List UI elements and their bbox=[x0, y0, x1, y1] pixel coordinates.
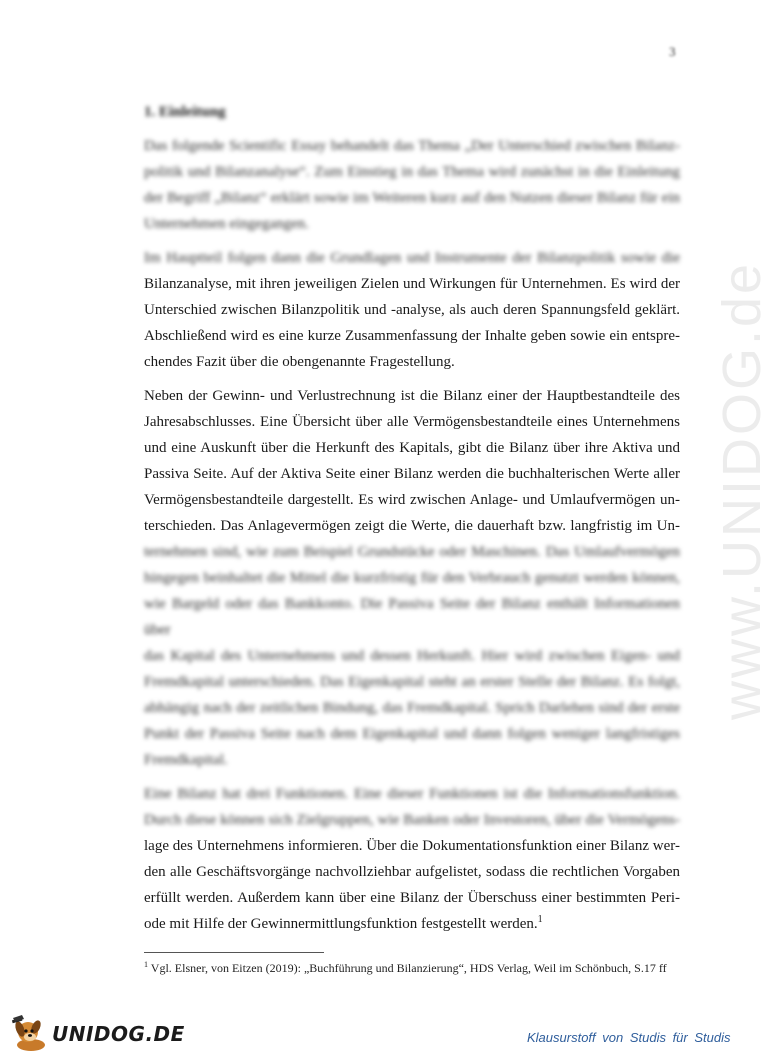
text-line: Passiva Seite. Auf der Aktiva Seite einer Bilanz werden die buchhalterischen Werte aller bbox=[144, 466, 680, 482]
text-line: erfüllt werden. Außerdem kann über eine Bilanz der Überschuss einer bestimmten Peri- bbox=[144, 890, 680, 906]
text-line: Abschließend wird es eine kurze Zusammenfassung der Inhalte geben sowie ein entspre- bbox=[144, 328, 680, 344]
text-line: lage des Unternehmens informieren. Über die Dokumentationsfunktion einer Bilanz wer- bbox=[144, 838, 680, 854]
text-line: Im Hauptteil folgen dann die Grundlagen und Instrumente der Bilanzpolitik sowie die bbox=[144, 250, 680, 266]
unidog-logo[interactable] bbox=[10, 1014, 185, 1054]
paragraph bbox=[144, 781, 680, 937]
text-line: den alle Geschäftsvorgänge nachvollziehbar aufgelistet, sodass die rechtlichen Vorgaben bbox=[144, 864, 680, 880]
text-line: abhängig nach der zeitlichen Bindung, das Fremdkapital. Sprich Darlehen sind der erste bbox=[144, 700, 680, 716]
paragraph bbox=[144, 245, 680, 375]
footnote-text: Vgl. Elsner, von Eitzen (2019): „Buchführung und Bilanzierung“, HDS Verlag, Weil im Schönbuch, S.17 ff bbox=[150, 961, 667, 975]
text-line: Jahresabschlusses. Eine Übersicht über alle Vermögensbestandteile eines Unternehmens bbox=[144, 414, 680, 430]
page-number: 3 bbox=[669, 44, 676, 59]
footer-slogan: Klausurstoff von Studis für Studis bbox=[527, 1030, 731, 1045]
document-body bbox=[144, 104, 680, 945]
footnote-divider bbox=[144, 952, 324, 953]
text-line: Neben der Gewinn- und Verlustrechnung ist die Bilanz einer der Hauptbestandteile des bbox=[144, 388, 680, 404]
section-heading: 1. Einleitung bbox=[144, 104, 226, 120]
text-line: terschieden. Das Anlagevermögen zeigt die Werte, die dauerhaft bzw. langfristig im Un- bbox=[144, 518, 680, 534]
text-line: chendes Fazit über die obengenannte Fragestellung. bbox=[144, 354, 455, 370]
footnote bbox=[144, 960, 684, 976]
text-line: Unterschied zwischen Bilanzpolitik und -analyse, als auch deren Spannungsfeld geklärt. bbox=[144, 302, 680, 318]
text-line: hingegen beinhaltet die Mittel die kurzfristig für den Verbrauch genutzt werden können, bbox=[144, 570, 680, 586]
text-line: Punkt der Passiva Seite nach dem Eigenkapital und dann folgen weniger langfristiges bbox=[144, 726, 680, 742]
paragraph bbox=[144, 383, 680, 773]
text-line: ternehmen sind, wie zum Beispiel Grundstücke oder Maschinen. Das Umlaufvermögen bbox=[144, 544, 680, 560]
text-line: und eine Auskunft über die Herkunft des Kapitals, gibt die Bilanz über ihre Aktiva und bbox=[144, 440, 680, 456]
text-line: ode mit Hilfe der Gewinnermittlungsfunktion festgestellt werden. bbox=[144, 916, 538, 932]
text-line: wie Bargeld oder das Bankkonto. Die Passiva Seite der Bilanz enthält Informationen über bbox=[144, 596, 680, 638]
paragraph bbox=[144, 133, 680, 237]
footnote-mark: 1 bbox=[144, 960, 148, 969]
text-line: Fremdkapital unterschieden. Das Eigenkapital steht an erster Stelle der Bilanz. Es folgt, bbox=[144, 674, 680, 690]
text-line: Unternehmen eingegangen. bbox=[144, 216, 309, 232]
paragraphs bbox=[144, 133, 680, 937]
watermark: www.UNIDOG.de bbox=[712, 260, 772, 720]
text-line: Vermögensbestandteile dargestellt. Es wird zwischen Anlage- und Umlaufvermögen un- bbox=[144, 492, 680, 508]
text-line: Bilanzanalyse, mit ihren jeweiligen Zielen und Wirkungen für Unternehmen. Es wird der bbox=[144, 276, 680, 292]
text-line: Das folgende Scientific Essay behandelt das Thema „Der Unterschied zwischen Bilanz- bbox=[144, 138, 680, 154]
text-line: Eine Bilanz hat drei Funktionen. Eine dieser Funktionen ist die Informationsfunktion. bbox=[144, 786, 680, 802]
dog-mascot-icon bbox=[10, 1015, 52, 1053]
footnote-reference[interactable]: 1 bbox=[537, 914, 543, 925]
text-line: Durch diese können sich Zielgruppen, wie Banken oder Investoren, über die Vermögens- bbox=[144, 812, 680, 828]
text-line: politik und Bilanzanalyse“. Zum Einstieg in das Thema wird zunächst in die Einleitung bbox=[144, 164, 680, 180]
text-line: das Kapital des Unternehmens und dessen Herkunft. Hier wird zwischen Eigen- und bbox=[144, 648, 680, 664]
text-line: der Begriff „Bilanz“ erklärt sowie im Weiteren kurz auf den Nutzen dieser Bilanz für ein bbox=[144, 190, 680, 206]
logo-text: UNIDOG.DE bbox=[52, 1022, 185, 1046]
text-line: Fremdkapital. bbox=[144, 752, 228, 768]
